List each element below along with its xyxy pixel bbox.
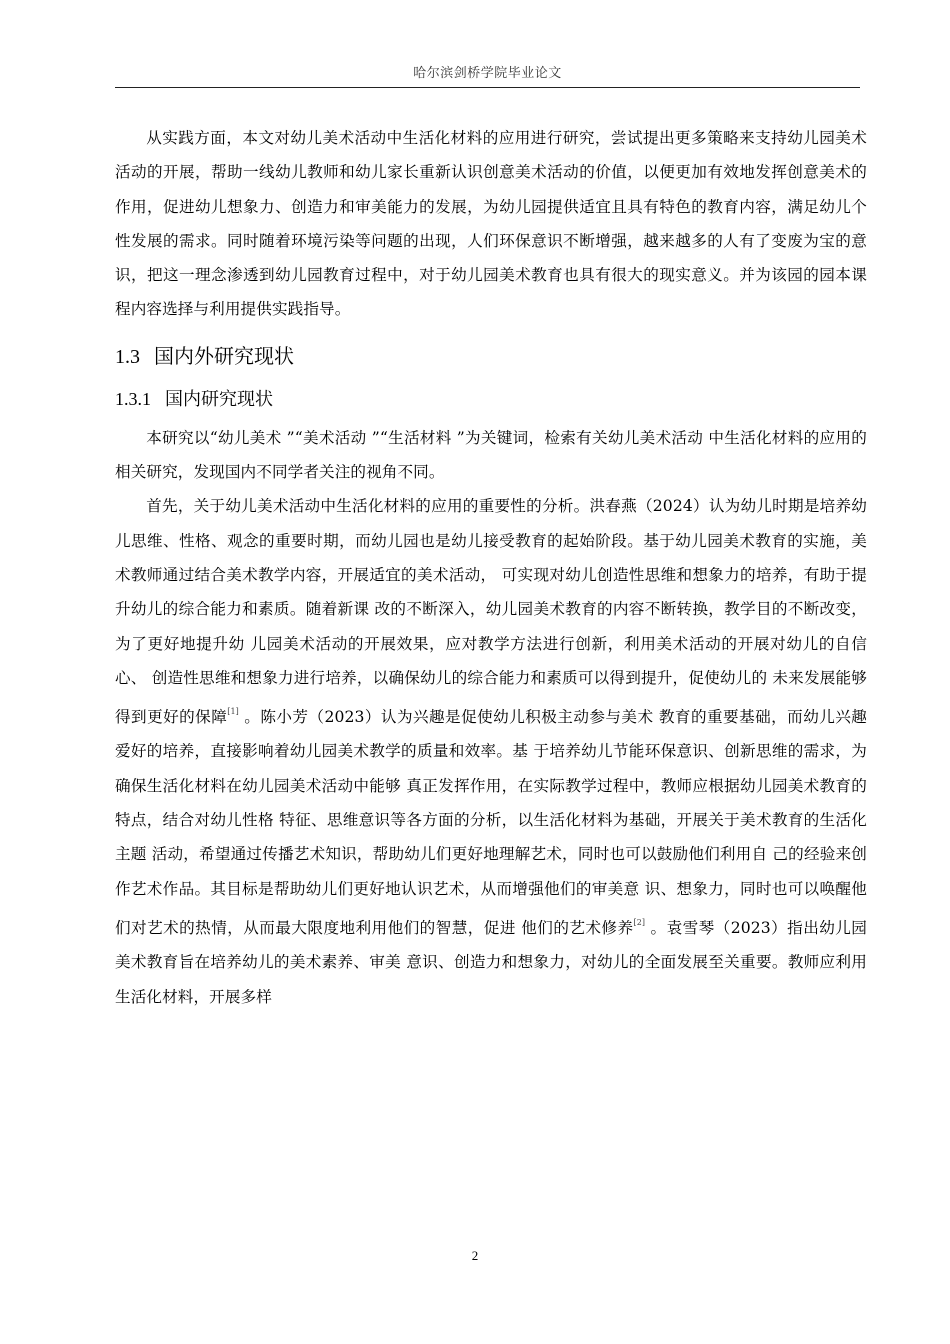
subsection-title: 国内研究现状 bbox=[165, 388, 273, 410]
subsection-heading bbox=[115, 379, 867, 419]
section-title: 国内外研究现状 bbox=[154, 343, 294, 368]
page-number: 2 bbox=[471, 1248, 479, 1263]
header-divider bbox=[115, 87, 860, 88]
paragraph-text: 。袁雪琴（2023）指出幼儿园美术教育旨在培养幼儿的美术素养、审美 意识、创造力和想象力，对幼儿的全面发展至关重要。教师应利用生活化材料，开展多样 bbox=[115, 918, 867, 1006]
paragraph-literature bbox=[115, 489, 867, 1013]
document-body bbox=[115, 121, 867, 1014]
citation-ref-2: [2] bbox=[633, 917, 646, 927]
section-number: 1.3 bbox=[115, 345, 140, 368]
paragraph-keywords: 本研究以“幼儿美术 ”“美术活动 ”“生活材料 ”为关键词，检索有关幼儿美术活动 中生活化材料的应用的相关研究，发现国内不同学者关注的视角不同。 bbox=[115, 428, 867, 482]
paragraph-practice: 从实践方面，本文对幼儿美术活动中生活化材料的应用进行研究，尝试提出更多策略来支持幼儿园美术活动的开展，帮助一线幼儿教师和幼儿家长重新认识创意美术活动的价值，以便更加有效地发挥创意美术的作用，促进幼儿想象力、创造力和审美能力的发展，为幼儿园提供适宜且具有特色的教育内容，满足幼儿个性发展的需求。同时随着环境污染等问题的出现，人们环保意识不断增强，越来越多的人有了变废为宝的意识，把这一理念渗透到幼儿园教育过程中，对于幼儿园美术教育也具有很大的现实意义。并为该园的园本课程内容选择与利用提供实践指导。 bbox=[115, 129, 867, 319]
citation-ref-1: [1] bbox=[227, 707, 239, 717]
section-heading bbox=[115, 335, 867, 377]
paragraph-text: 。陈小芳（2023）认为兴趣是促使幼儿积极主动参与美术 教育的重要基础，而幼儿兴趣爱好的培养，直接影响着幼儿园美术教学的质量和效率。基 于培养幼儿节能环保意识、创新思维的需求，为确保生活化材料在幼儿园美术活动中能够 真正发挥作用，在实际教学过程中，教师应根据幼儿园美术教育的特点，结合对幼儿性格 特征、思维意识等各方面的分析，以生活化材料为基础，开展关于美术教育的生活化主题 活动，希望通过传播艺术知识，帮助幼儿们更好地理解艺术，同时也可以鼓励他们利用自 己的经验来创作艺术作品。其目标是帮助幼儿们更好地认识艺术，从而增强他们的审美意 识、想象力，同时也可以唤醒他们对艺术的热情，从而最大限度地利用他们的智慧，促进 他们的艺术修养 bbox=[115, 708, 867, 937]
subsection-number: 1.3.1 bbox=[115, 388, 151, 409]
running-header: 哈尔滨剑桥学院毕业论文 bbox=[413, 66, 562, 81]
paragraph-text: 首先，关于幼儿美术活动中生活化材料的应用的重要性的分析。洪春燕（2024）认为幼儿时期是培养幼儿思维、性格、观念的重要时期，而幼儿园也是幼儿接受教育的起始阶段。基于幼儿园美术教育的实施，美术教师通过结合美术教学内容，开展适宜的美术活动， 可实现对幼儿创造性思维和想象力的培养，有助于提升幼儿的综合能力和素质。随着新课 改的不断深入，幼儿园美术教育的内容不断转换，教学目的不断改变，为了更好地提升幼 儿园美术活动的开展效果，应对教学方法进行创新，利用美术活动的开展对幼儿的自信心、 创造性思维和想象力进行培养，以确保幼儿的综合能力和素质可以得到提升，促使幼儿的 未来发展能够得到更好的保障 bbox=[115, 497, 867, 727]
